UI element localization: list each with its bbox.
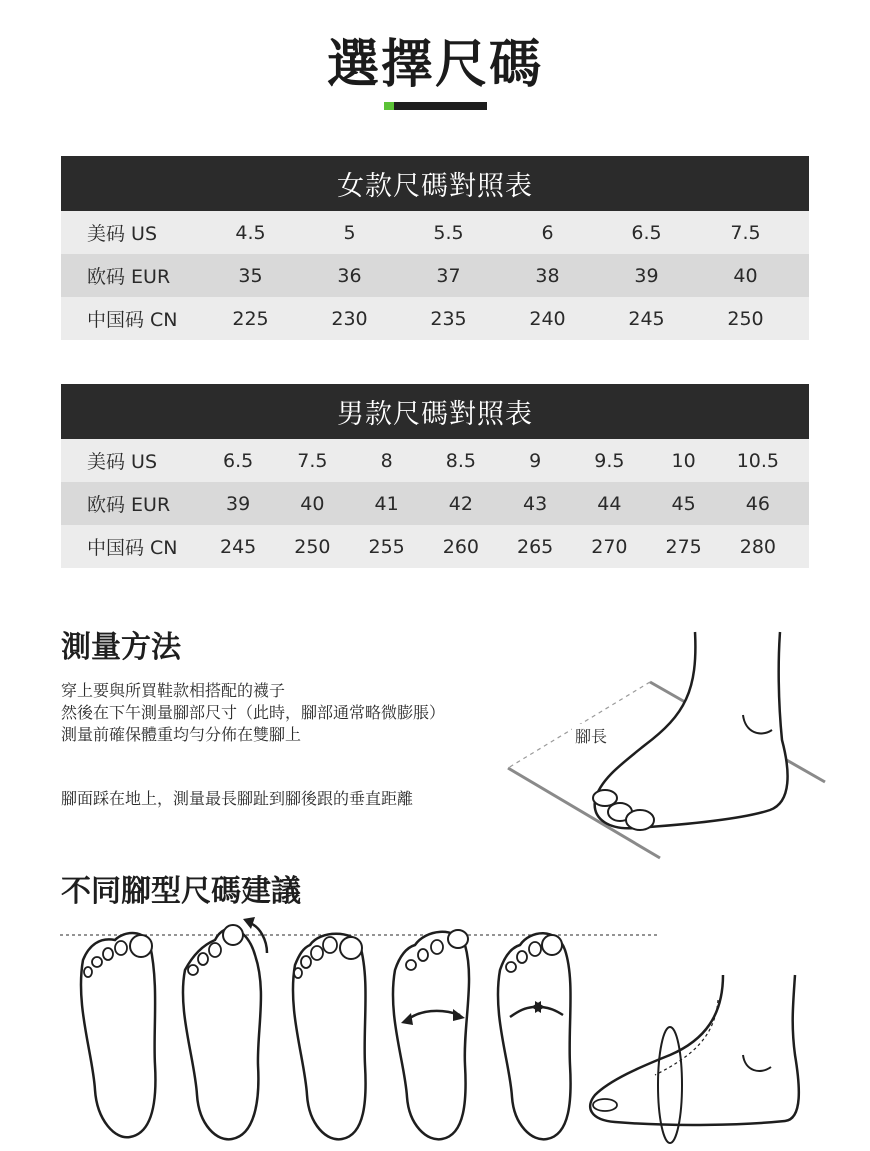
- size-cell: 10: [671, 449, 696, 472]
- size-row-label: 美码 US: [87, 223, 158, 245]
- size-row-label: 欧码 EUR: [87, 266, 171, 288]
- measure-line-3: 測量前確保體重均勻分佈在雙腳上: [61, 725, 302, 744]
- measure-note: 腳面踩在地上，測量最長腳趾到腳後跟的垂直距離: [61, 789, 414, 808]
- size-row-values: [201, 222, 809, 244]
- foot-greek-icon: [183, 917, 267, 1139]
- size-cell: 225: [232, 307, 269, 330]
- size-cell: 265: [516, 535, 554, 558]
- women-size-table: [61, 156, 809, 340]
- size-cell: 42: [448, 492, 473, 515]
- size-cell: 235: [430, 307, 467, 330]
- size-cell: 255: [368, 535, 405, 558]
- size-cell: 270: [591, 535, 628, 558]
- size-cell: 5: [343, 221, 356, 244]
- size-row-values: [201, 493, 809, 515]
- women-size-row: [61, 254, 809, 297]
- size-cell: 46: [745, 492, 770, 515]
- size-row-label: 欧码 EUR: [87, 494, 171, 516]
- size-cell: 40: [300, 492, 325, 515]
- foot-side-illustration: [500, 620, 830, 870]
- foot-types-heading: 不同腳型尺碼建議: [61, 874, 301, 909]
- men-size-row: [61, 525, 809, 568]
- foot-wide-icon: [393, 930, 469, 1139]
- size-cell: 245: [628, 307, 665, 330]
- women-size-row: [61, 297, 809, 340]
- foot-square-icon: [293, 934, 366, 1140]
- size-cell: 39: [634, 264, 659, 287]
- size-cell: 9: [529, 449, 542, 472]
- size-cell: 40: [733, 264, 758, 287]
- size-cell: 280: [739, 535, 776, 558]
- size-cell: 38: [535, 264, 560, 287]
- foot-length-label: 腳長: [575, 727, 608, 746]
- size-cell: 275: [665, 535, 702, 558]
- men-table-heading: 男款尺碼對照表: [61, 384, 809, 439]
- page-title: 選擇尺碼: [326, 35, 543, 95]
- foot-instep-icon: [590, 975, 799, 1143]
- size-cell: 245: [219, 535, 257, 558]
- size-cell: 6: [541, 221, 554, 244]
- measure-instructions: [61, 680, 445, 746]
- size-cell: 7.5: [297, 449, 328, 472]
- size-row-values: [201, 265, 809, 287]
- size-cell: 8: [380, 449, 393, 472]
- men-size-table: [61, 384, 809, 568]
- size-row-values: [201, 450, 809, 472]
- size-cell: 10.5: [736, 449, 780, 472]
- size-row-values: [201, 536, 809, 558]
- size-cell: 43: [523, 492, 548, 515]
- measure-heading: 測量方法: [61, 630, 181, 665]
- size-cell: 240: [529, 307, 566, 330]
- women-size-row: [61, 211, 809, 254]
- size-cell: 37: [436, 264, 461, 287]
- foot-types-illustration: [55, 915, 845, 1145]
- size-row-values: [201, 308, 809, 330]
- size-cell: 39: [226, 492, 251, 515]
- size-cell: 250: [294, 535, 331, 558]
- size-row-label: 中国码 CN: [87, 537, 178, 559]
- size-row-label: 中国码 CN: [87, 309, 178, 331]
- size-cell: 6.5: [223, 449, 254, 472]
- measure-line-1: 穿上要與所買鞋款相搭配的襪子: [61, 681, 286, 700]
- size-cell: 36: [337, 264, 362, 287]
- size-cell: 7.5: [730, 221, 761, 244]
- title-underline: [384, 102, 487, 110]
- size-cell: 45: [671, 492, 696, 515]
- title-underline-accent: [384, 102, 394, 110]
- size-cell: 5.5: [433, 221, 464, 244]
- measure-line-2: 然後在下午測量腳部尺寸（此時，腳部通常略微膨脹）: [61, 703, 446, 722]
- women-table-heading: 女款尺碼對照表: [61, 156, 809, 211]
- size-cell: 35: [238, 264, 263, 287]
- men-size-row: [61, 439, 809, 482]
- size-cell: 260: [442, 535, 479, 558]
- size-row-label: 美码 US: [87, 451, 158, 473]
- size-cell: 8.5: [445, 449, 476, 472]
- foot-narrow-icon: [498, 933, 571, 1139]
- size-cell: 4.5: [235, 221, 266, 244]
- size-cell: 230: [331, 307, 368, 330]
- size-cell: 41: [374, 492, 399, 515]
- size-cell: 44: [597, 492, 622, 515]
- size-cell: 250: [727, 307, 764, 330]
- size-cell: 9.5: [594, 449, 625, 472]
- men-size-row: [61, 482, 809, 525]
- foot-egyptian-icon: [81, 933, 155, 1137]
- size-cell: 6.5: [631, 221, 662, 244]
